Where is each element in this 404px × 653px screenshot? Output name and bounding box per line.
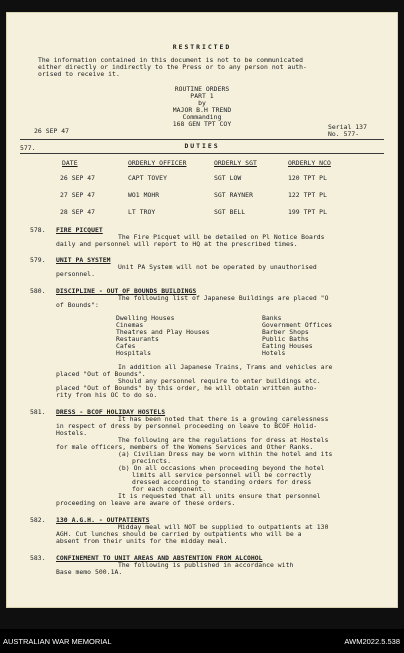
col-date: DATE <box>62 159 78 167</box>
cell-sgt: SGT BELL <box>214 208 246 216</box>
out-of-bounds-right-4: Public Baths <box>262 335 309 343</box>
item-581-line-5: for male officers, members of the Womens Services and Other Ranks. <box>56 443 314 451</box>
cell-nco: 199 TPT PL <box>288 208 327 216</box>
out-of-bounds-right-5: Eating Houses <box>262 342 313 350</box>
item-580-line-2: placed "Out of Bounds". <box>56 370 146 378</box>
duties-number: 577. <box>20 144 36 152</box>
duties-title: DUTIES <box>184 142 220 150</box>
classification-heading: RESTRICTED <box>172 43 232 51</box>
item-582-line-3: absent from their units for the midday meal. <box>56 537 228 545</box>
divider-bottom <box>20 153 384 154</box>
cell-date: 28 SEP 47 <box>60 208 96 216</box>
item-581-number: 581. <box>30 408 46 416</box>
item-581-line-6: (a) Civilian Dress may be worn within the hotel and its <box>118 450 333 458</box>
item-581-line-13: proceeding on leave are aware of these orders. <box>56 499 236 507</box>
item-581-line-11: for each component. <box>132 485 207 493</box>
cell-nco: 120 TPT PL <box>288 174 327 182</box>
item-580-number: 580. <box>30 287 46 295</box>
item-582-heading: 130 A.G.H. - OUTPATIENTS <box>56 516 150 524</box>
item-581-line-1: It has been noted that there is a growing carelessness <box>118 415 329 423</box>
item-580-intro-2: of Bounds": <box>56 301 99 309</box>
item-580-line-5: rity from his OC to do so. <box>56 391 158 399</box>
item-579-line-1: Unit PA System will not be operated by unauthorised <box>118 263 317 271</box>
item-578-line-2: daily and personnel will report to HQ at the prescribed times. <box>56 240 298 248</box>
orders-title-5: Commanding <box>182 113 222 121</box>
item-581-line-3: Hostels. <box>56 429 88 437</box>
item-578-line-1: The Fire Picquet will be detailed on Pl Notice Boards <box>118 233 325 241</box>
cell-date: 27 SEP 47 <box>60 191 96 199</box>
item-581-line-7: precincts. <box>132 457 171 465</box>
item-581-line-12: It is requested that all units ensure that personnel <box>118 492 321 500</box>
cell-officer: LT TROY <box>128 208 156 216</box>
item-583-line-1: The following is published in accordance with <box>118 561 294 569</box>
item-580-line-4: placed "Out of Bounds" by this order, he will obtain written autho- <box>56 384 318 392</box>
item-581-heading: DRESS - BCOF HOLIDAY HOSTELS <box>56 408 166 416</box>
item-580-line-3: Should any personnel require to enter buildings etc. <box>118 377 321 385</box>
item-583-heading: CONFINEMENT TO UNIT AREAS AND ABSTENTION FROM ALCOHOL <box>56 554 263 562</box>
orders-title-3: by <box>198 99 206 107</box>
orders-title-4: MAJOR B.H TREND <box>172 106 232 114</box>
notice-line-1: The information contained in this document is not to be communicated <box>38 56 304 64</box>
item-582-line-2: AGH. Cut lunches should be carried by outpatients who will be a <box>56 530 302 538</box>
cell-officer: CAPT TOVEY <box>128 174 167 182</box>
cell-nco: 122 TPT PL <box>288 191 327 199</box>
col-orderly-nco: ORDERLY NCO <box>288 159 331 167</box>
orders-title-6: 168 GEN TPT COY <box>172 120 232 128</box>
out-of-bounds-left-5: Cafes <box>116 342 136 350</box>
item-580-intro-1: The following list of Japanese Buildings are placed "O <box>118 294 329 302</box>
col-orderly-sgt: ORDERLY SGT <box>214 159 257 167</box>
out-of-bounds-right-1: Banks <box>262 314 282 322</box>
col-orderly-officer: ORDERLY OFFICER <box>128 159 187 167</box>
out-of-bounds-left-2: Cinemas <box>116 321 144 329</box>
serial-number: Serial 137 <box>328 123 367 131</box>
orders-title-1: ROUTINE ORDERS <box>174 85 230 93</box>
item-579-number: 579. <box>30 256 46 264</box>
item-583-line-2: Base memo 500.1A. <box>56 568 123 576</box>
document-page <box>6 12 398 608</box>
item-580-heading: DISCIPLINE - OUT OF BOUNDS BUILDINGS <box>56 287 197 295</box>
item-581-line-4: The following are the regulations for dress at Hostels <box>118 436 329 444</box>
archive-name: AUSTRALIAN WAR MEMORIAL <box>3 637 112 646</box>
out-of-bounds-right-6: Hotels <box>262 349 286 357</box>
orders-title-2: PART 1 <box>190 92 214 100</box>
cell-date: 26 SEP 47 <box>60 174 96 182</box>
cell-sgt: SGT LOW <box>214 174 242 182</box>
cell-officer: WO1 MOHR <box>128 191 160 199</box>
archive-reference: AWM2022.5.538 <box>344 637 400 646</box>
item-580-line-1: In addition all Japanese Trains, Trams and vehicles are <box>118 363 333 371</box>
item-579-heading: UNIT PA SYSTEM <box>56 256 111 264</box>
item-581-line-8: (b) On all occasions when proceeding beyond the hotel <box>118 464 325 472</box>
out-of-bounds-right-3: Barber Shops <box>262 328 309 336</box>
item-581-line-2: in respect of dress by personnel proceeding on leave to BCOF Holid- <box>56 422 318 430</box>
item-582-line-1: Midday meal will NOT be supplied to outpatients at 130 <box>118 523 329 531</box>
out-of-bounds-left-6: Hospitals <box>116 349 152 357</box>
item-578-heading: FIRE PICQUET <box>56 226 103 234</box>
item-579-line-2: personnel. <box>56 270 95 278</box>
item-578-number: 578. <box>30 226 46 234</box>
item-581-line-9: limits all service personnel will be correctly <box>132 471 312 479</box>
out-of-bounds-right-2: Government Offices <box>262 321 333 329</box>
notice-line-3: orised to receive it. <box>38 70 120 78</box>
notice-line-2: either directly or indirectly to the Press or to any person not auth- <box>38 63 307 71</box>
item-581-line-10: dressed according to standing orders for dress <box>132 478 312 486</box>
archive-caption-bar <box>0 629 404 653</box>
cell-sgt: SGT RAYNER <box>214 191 253 199</box>
out-of-bounds-left-4: Restaurants <box>116 335 159 343</box>
item-582-number: 582. <box>30 516 46 524</box>
item-583-number: 583. <box>30 554 46 562</box>
order-number: No. 577- <box>328 130 360 138</box>
divider-top <box>20 139 384 140</box>
out-of-bounds-left-3: Theatres and Play Houses <box>116 328 210 336</box>
order-date: 26 SEP 47 <box>34 127 70 135</box>
out-of-bounds-left-1: Dwelling Houses <box>116 314 175 322</box>
